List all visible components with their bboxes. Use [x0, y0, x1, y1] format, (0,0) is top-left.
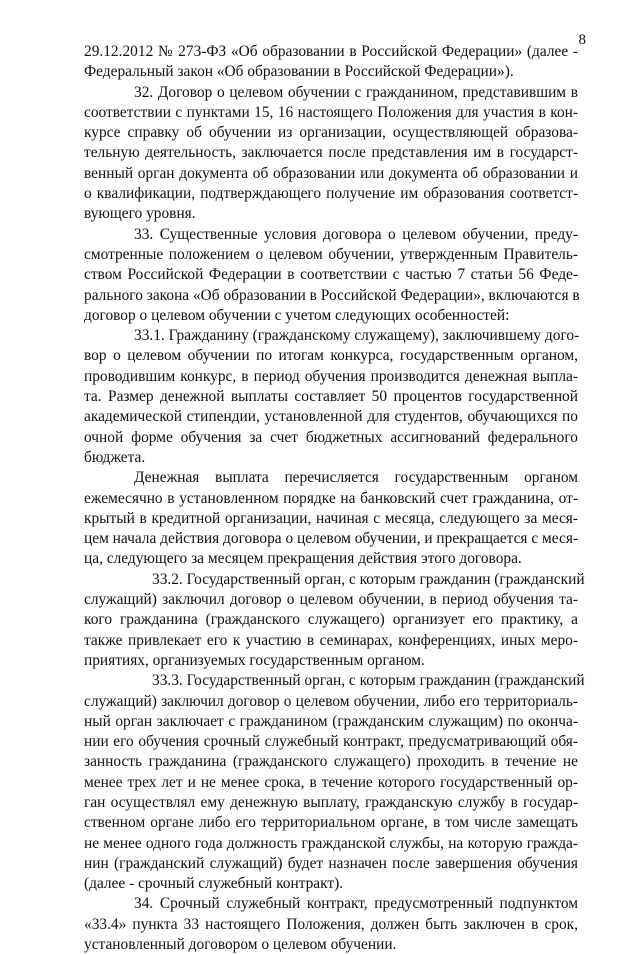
paragraph [84, 83, 578, 225]
text-line: 33.3. Государственный орган, с которым гражданин (гражданский [152, 672, 585, 690]
text-line: нии его обучения срочный служебный контракт, предусматривающий обя- [84, 733, 578, 751]
text-line: не менее одного года должность гражданской службы, на которую гражда- [84, 834, 578, 852]
text-line: служащий) заключил договор о целевом обучении, в период обучения та- [84, 591, 578, 609]
text-line: ный орган заключает с гражданином (гражданским служащим) по оконча- [84, 712, 578, 730]
text-line: тельную деятельность, заключается после представления им в государст- [84, 144, 578, 162]
text-line: 33.1. Гражданину (гражданскому служащему), заключившему дого- [134, 327, 580, 345]
text-line: академической стипендии, установленной для студентов, обучающихся по [84, 408, 578, 426]
paragraph [84, 225, 578, 326]
text-line: Федеральный закон «Об образовании в Российской Федерации»). [84, 63, 514, 81]
text-line: крытый в кредитной организации, начиная с месяца, следующего за меся- [84, 509, 578, 527]
text-line: 33. Существенные условия договора о целевом обучении, преду- [134, 225, 578, 243]
text-line: установленный договором о целевом обучении. [84, 936, 397, 954]
text-line: курсе справку об обучении из организации, осуществляющей образова- [84, 124, 578, 142]
text-line: кого гражданина (гражданского служащего) организует его практику, а [84, 611, 578, 629]
text-line: ежемесячно в установленном порядке на банковский счет гражданина, от- [84, 489, 578, 507]
paragraph [84, 326, 578, 468]
text-line: бюджета. [84, 448, 146, 466]
text-line: ственном органе либо его территориальном органе, в том числе замещать [84, 814, 578, 832]
text-line: рального закона «Об образовании в Российской Федерации», включаются в [84, 286, 580, 304]
text-line: ган осуществлял ему денежную выплату, гражданскую службу в государ- [84, 793, 578, 811]
text-line: вующего уровня. [84, 205, 196, 223]
paragraph [84, 671, 585, 894]
text-line: соответствии с пунктами 15, 16 настоящего Положения для участия в кон- [84, 103, 578, 121]
text-line: цем начала действия договора о целевом обучении, и прекращается с меся- [84, 530, 579, 548]
paragraph [84, 468, 578, 569]
page-number: 8 [578, 32, 586, 48]
text-line: «33.4» пункта 33 настоящего Положения, должен быть заключен в срок, [84, 915, 578, 933]
text-line: венный орган документа об образовании или документа об образовании и [84, 164, 578, 182]
text-line: приятиях, организуемых государственным органом. [84, 651, 425, 669]
text-line: договор о целевом обучении с учетом следующих особенностей: [84, 306, 510, 324]
text-line: вор о целевом обучении по итогам конкурса, государственным органом, [84, 347, 578, 365]
text-line: очной форме обучения за счет бюджетных ассигнований федерального [84, 428, 578, 446]
text-line: проводившим конкурс, в период обучения производится денежная выпла- [84, 367, 578, 385]
text-line: также привлекает его к участию в семинарах, конференциях, иных меро- [84, 631, 578, 649]
text-line: 32. Договор о целевом обучении с гражданином, представившим в [134, 83, 578, 101]
text-line: (далее - срочный служебный контракт). [84, 875, 344, 893]
text-line: 33.2. Государственный орган, с которым гражданин (гражданский [152, 570, 585, 588]
text-line: 29.12.2012 № 273-ФЗ «Об образовании в Российской Федерации» (далее - [84, 43, 578, 60]
paragraph [84, 42, 578, 83]
text-line: 34. Срочный служебный контракт, предусмотренный подпунктом [134, 895, 578, 913]
paragraph [84, 894, 578, 955]
paragraph [84, 570, 585, 671]
text-line: та. Размер денежной выплаты составляет 50 процентов государственной [84, 388, 578, 406]
text-line: служащий) заключил договор о целевом обучении, либо его территориаль- [84, 692, 578, 710]
text-line: нин (гражданский служащий) будет назначен после завершения обучения [84, 854, 578, 872]
text-line: занность гражданина (гражданского служащего) проходить в течение не [84, 753, 578, 771]
text-line: ством Российской Федерации в соответствии с частью 7 статьи 56 Феде- [84, 266, 578, 284]
text-line: о квалификации, подтверждающего получение им образования соответст- [84, 185, 578, 203]
text-line: смотренные положением о целевом обучении, утвержденным Правитель- [84, 245, 578, 263]
document-body [84, 42, 585, 955]
text-line: менее трех лет и не менее срока, в течение которого государственный ор- [84, 773, 578, 791]
text-line: ца, следующего за месяцем прекращения действия этого договора. [84, 550, 522, 568]
text-line: Денежная выплата перечисляется государственным органом [134, 469, 578, 487]
